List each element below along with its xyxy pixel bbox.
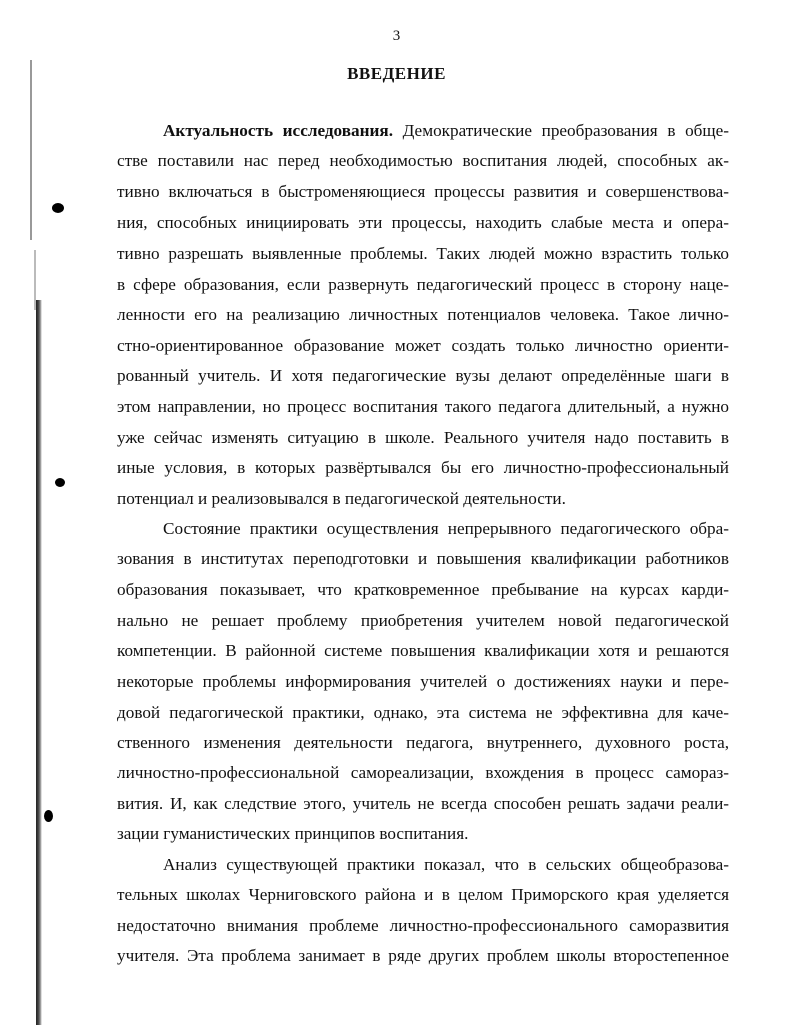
paragraph-line: некоторые проблемы информирования учителей о достижениях науки и пере-	[117, 672, 729, 691]
paragraph-line: рованный учитель. И хотя педагогические вузы делают определённые шаги в	[117, 366, 729, 385]
paragraph-line: учителя. Эта проблема занимает в ряде других проблем школы второстепенное	[117, 946, 729, 965]
section-heading: Актуальность исследования.	[163, 121, 393, 140]
paragraph-line: ственного изменения деятельности педагога, внутреннего, духовного роста,	[117, 733, 729, 752]
paragraph-line: Состояние практики осуществления непрерывного педагогического обра-	[163, 519, 729, 538]
scan-artifact	[44, 810, 53, 822]
paragraph-line: стве поставили нас перед необходимостью воспитания людей, способных ак-	[117, 151, 729, 170]
paragraph-line: довой педагогической практики, однако, эта система не эффективна для каче-	[117, 703, 729, 722]
paragraph-line: Анализ существующей практики показал, что в сельских общеобразова-	[163, 855, 729, 874]
paragraph-line: недостаточно внимания проблеме личностно-профессионального саморазвития	[117, 916, 729, 935]
paragraph-line: Актуальность исследования. Демократические преобразования в обще-	[163, 121, 729, 140]
paragraph-line: зации гуманистических принципов воспитания.	[117, 824, 469, 843]
paragraph-line: тельных школах Черниговского района и в целом Приморского края уделяется	[117, 885, 729, 904]
paragraph-line: потенциал и реализовывался в педагогической деятельности.	[117, 489, 566, 508]
paragraph-line: в сфере образования, если развернуть педагогический процесс в сторону наце-	[117, 275, 729, 294]
paragraph-line: зования в институтах переподготовки и повышения квалификации работников	[117, 549, 729, 568]
scan-artifact	[30, 60, 32, 240]
paragraph-line: компетенции. В районной системе повышения квалификации хотя и решаются	[117, 641, 729, 660]
paragraph-line: личностно-профессиональной самореализации, вхождения в процесс самораз-	[117, 763, 729, 782]
paragraph-line: ленности его на реализацию личностных потенциалов человека. Такое лично-	[117, 305, 729, 324]
paragraph-line: образования показывает, что кратковременное пребывание на курсах карди-	[117, 580, 729, 599]
paragraph-line: ния, способных инициировать эти процессы, находить слабые места и опера-	[117, 213, 729, 232]
page-title: ВВЕДЕНИЕ	[347, 64, 446, 83]
paragraph-line: этом направлении, но процесс воспитания такого педагога длительный, а нужно	[117, 397, 729, 416]
paragraph-line: тивно включаться в быстроменяющиеся процессы развития и совершенствова-	[117, 182, 729, 201]
scan-artifact	[55, 478, 65, 487]
paragraph-line: тивно разрешать выявленные проблемы. Таких людей можно взрастить только	[117, 244, 729, 263]
paragraph-line: уже сейчас изменять ситуацию в школе. Реального учителя надо поставить в	[117, 428, 729, 447]
scan-artifact	[52, 203, 64, 213]
paragraph-line: стно-ориентированное образование может создать только личностно ориенти-	[117, 336, 729, 355]
page-number: 3	[392, 28, 401, 44]
scan-artifact	[36, 300, 42, 1025]
paragraph-line: иные условия, в которых развёртывался бы его личностно-профессиональный	[117, 458, 729, 477]
paragraph-line: вития. И, как следствие этого, учитель не всегда способен решать задачи реали-	[117, 794, 729, 813]
paragraph-line: нально не решает проблему приобретения учителем новой педагогической	[117, 611, 729, 630]
